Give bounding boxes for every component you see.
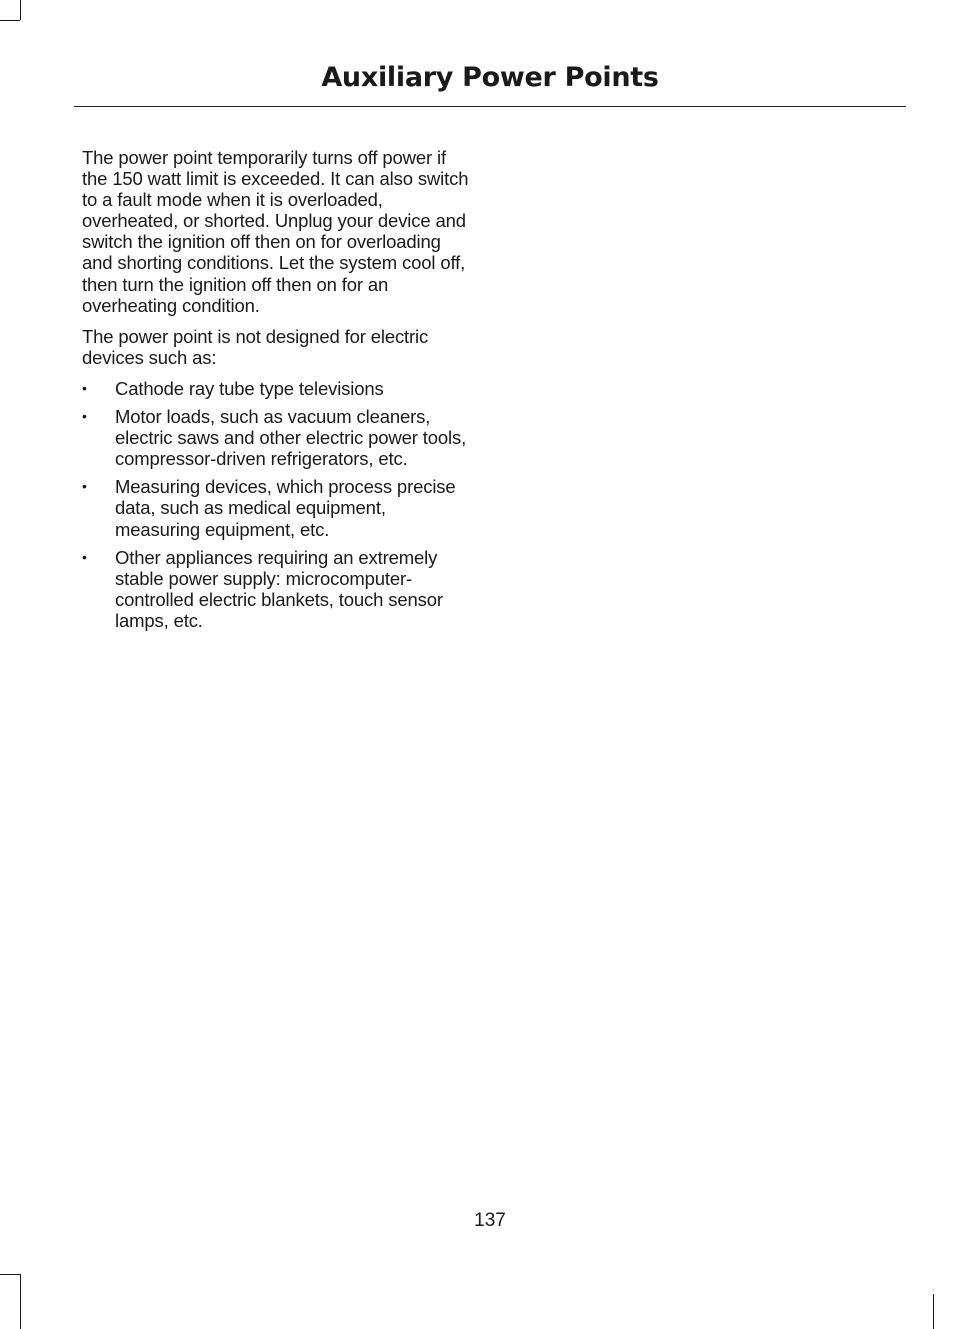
paragraph-fault-mode: The power point temporarily turns off power if the 150 watt limit is exceeded. It can also switch to a fault mode when it is overloaded, overheated, or shorted. Unplug your device and switch the ignition off then on for overloading and shorting conditions. Let the system cool off, then turn the ignition off then on for an overheating condition. xyxy=(82,147,469,316)
list-item-text: Other appliances requiring an extremely stable power supply: microcomputer-controlled electric blankets, touch sensor lamps, etc. xyxy=(115,546,443,631)
page-title: Auxiliary Power Points xyxy=(321,62,659,93)
paragraph-not-designed-for: The power point is not designed for electric devices such as: xyxy=(82,325,429,368)
crop-mark-bottom-right-vertical xyxy=(933,1294,934,1329)
list-item-text: Motor loads, such as vacuum cleaners, electric saws and other electric power tools, compressor-driven refrigerators, etc. xyxy=(115,406,467,470)
bullet-icon: • xyxy=(82,379,87,396)
list-item-text: Measuring devices, which process precise data, such as medical equipment, measuring equipment, etc. xyxy=(115,476,456,540)
crop-mark-top-left-vertical xyxy=(20,0,21,20)
bullet-icon: • xyxy=(82,478,87,495)
page-number: 137 xyxy=(474,1210,506,1231)
list-item xyxy=(82,406,474,469)
list-item xyxy=(82,476,474,539)
crop-mark-top-left-horizontal xyxy=(0,20,20,21)
list-item xyxy=(82,547,474,631)
crop-mark-bottom-left-vertical xyxy=(20,1274,21,1329)
list-item xyxy=(82,378,474,399)
bullet-icon: • xyxy=(82,548,87,565)
content-column xyxy=(82,147,474,638)
title-rule xyxy=(74,106,906,107)
list-item-text: Cathode ray tube type televisions xyxy=(115,377,384,399)
crop-mark-bottom-left-horizontal xyxy=(0,1274,20,1275)
bullet-icon: • xyxy=(82,408,87,425)
device-list xyxy=(82,378,474,631)
